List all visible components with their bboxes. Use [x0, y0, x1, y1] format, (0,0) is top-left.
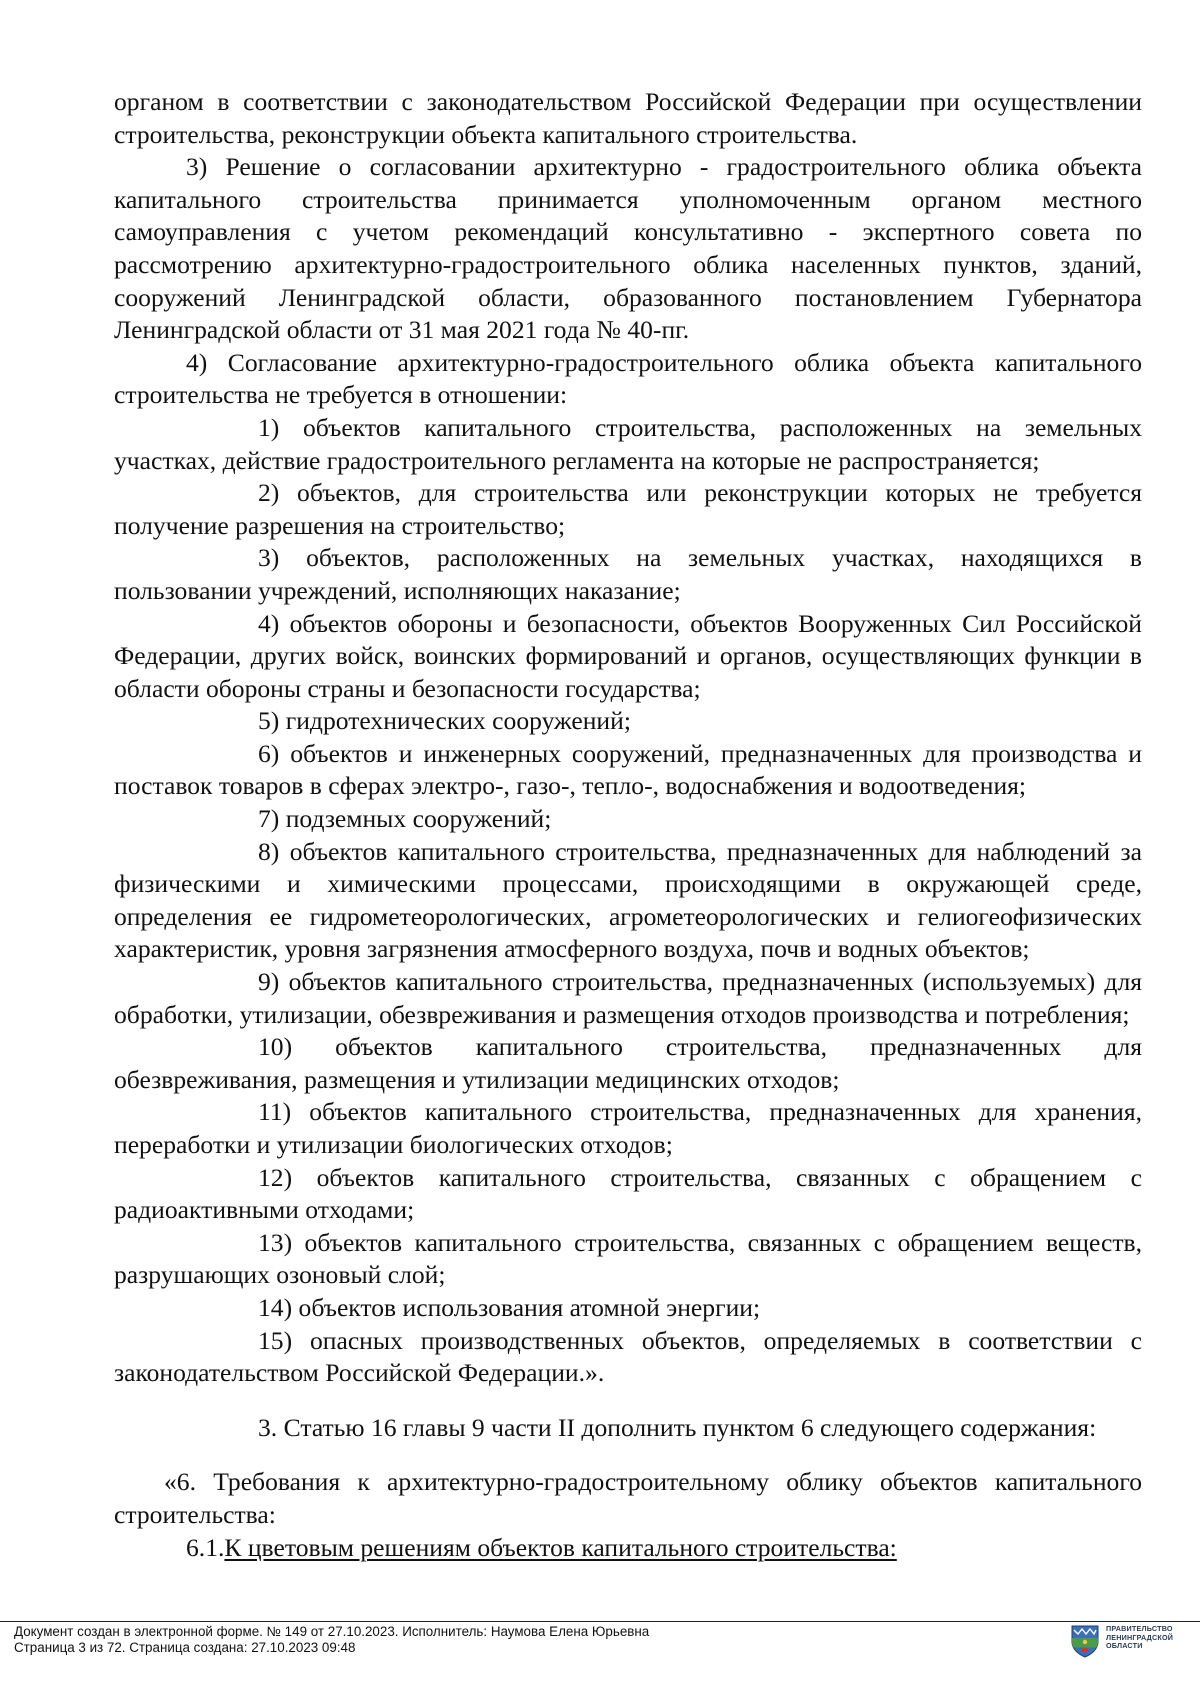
- list-item-text: опасных производственных объектов, определяемых в соответствии с законодательством Российской Федерации.».: [114, 1325, 1143, 1388]
- footer-page-info: Страница 3 из 72. Страница создана: 27.10.2023 09:48: [14, 1640, 356, 1655]
- list-item-number: 1): [258, 412, 280, 442]
- article-amendment: [114, 1412, 1142, 1445]
- quote-number: «6.: [164, 1467, 196, 1497]
- list-item-text: объектов капитального строительства, связанных с обращением с радиоактивными отходами;: [114, 1162, 1142, 1225]
- quote-paragraph: [114, 1466, 1142, 1531]
- list-item-number: 15): [258, 1325, 293, 1355]
- list-item: [114, 966, 1142, 1031]
- list-item-text: объектов капитального строительства, предназначенных для хранения, переработки и утилизации биологических отходов;: [114, 1097, 1142, 1159]
- list-item-text: объектов, расположенных на земельных участках, находящихся в пользовании учреждений, исполняющих наказание;: [114, 543, 1143, 605]
- list-item-number: 8): [258, 836, 280, 866]
- logo-line: ЛЕНИНГРАДСКОЙ: [1106, 1632, 1174, 1642]
- list-item: [114, 1162, 1142, 1227]
- list-item-number: 5): [258, 706, 280, 736]
- list-item: [114, 1292, 1142, 1325]
- subheading-number: 6.1.: [186, 1532, 225, 1562]
- exemptions-list: [114, 412, 1142, 1390]
- list-item-number: 4): [258, 608, 280, 638]
- paragraph-decision: 3) Решение о согласовании архитектурно - градостроительного облика объекта капитального строительства принимается уполномоченным органом местного самоуправления с учетом рекомендаций консультативно - экспертного совета по рассмотрению архитектурно-градостроительного облика населенных пунктов, зданий, сооружений Ленинградской области, образованного постановлением Губернатора Ленинградской области от 31 мая 2021 года № 40-пг.: [114, 152, 1142, 345]
- list-item-text: объектов обороны и безопасности, объектов Вооруженных Сил Российской Федерации, других войск, воинских формирований и органов, осуществляющих функции в области обороны страны и безопасности государства;: [114, 608, 1143, 703]
- list-item: [114, 542, 1142, 607]
- list-item: [114, 608, 1142, 706]
- list-item-number: 9): [258, 967, 280, 997]
- spacer: [114, 1444, 1142, 1466]
- article-text: Статью 16 главы 9 части II дополнить пунктом 6 следующего содержания:: [283, 1412, 1097, 1442]
- list-item-number: 3): [258, 543, 280, 573]
- document-body: [114, 86, 1142, 1564]
- list-item-number: 10): [258, 1032, 293, 1062]
- subheading: [114, 1532, 1142, 1565]
- list-item-number: 13): [258, 1227, 293, 1257]
- footer-divider: [0, 1621, 1200, 1622]
- list-item-number: 11): [258, 1097, 292, 1127]
- list-item-number: 6): [258, 738, 280, 768]
- list-item-text: подземных сооружений;: [285, 804, 552, 834]
- list-item-text: объектов капитального строительства, расположенных на земельных участках, действие градостроительного регламента на которые не распространяется;: [114, 412, 1142, 475]
- logo-line: ОБЛАСТИ: [1106, 1641, 1143, 1651]
- spacer: [114, 1390, 1142, 1412]
- coat-of-arms-icon: [1070, 1624, 1100, 1658]
- list-item-number: 12): [258, 1162, 293, 1192]
- government-logo: [1070, 1624, 1190, 1660]
- list-item: [114, 803, 1142, 836]
- logo-text: [1106, 1625, 1196, 1651]
- list-item: [114, 412, 1142, 477]
- list-item: [114, 477, 1142, 542]
- list-item: [114, 738, 1142, 803]
- list-item-text: объектов капитального строительства, предназначенных для обезвреживания, размещения и утилизации медицинских отходов;: [114, 1032, 1142, 1094]
- subheading-text: К цветовым решениям объектов капитального строительства:: [224, 1532, 897, 1562]
- list-item: [114, 1031, 1142, 1096]
- list-item-text: гидротехнических сооружений;: [285, 706, 631, 736]
- footer-document-info: Документ создан в электронной форме. № 149 от 27.10.2023. Исполнитель: Наумова Елена Юрьевна: [14, 1624, 650, 1639]
- list-item: [114, 1325, 1142, 1390]
- paragraph-continuation: органом в соответствии с законодательством Российской Федерации при осуществлении строительства, реконструкции объекта капитального строительства.: [114, 87, 1142, 149]
- list-item-number: 7): [258, 804, 280, 834]
- list-item-text: объектов капитального строительства, предназначенных (используемых) для обработки, утилизации, обезвреживания и размещения отходов производства и потребления;: [114, 967, 1142, 1029]
- list-item-text: объектов капитального строительства, предназначенных для наблюдений за физическими и химическими процессами, происходящими в окружающей среде, определения ее гидрометеорологических, агрометеорологических и гелиогеофизических характеристик, уровня загрязнения атмосферного воздуха, почв и водных объектов;: [114, 836, 1142, 964]
- list-item-text: объектов, для строительства или реконструкции которых не требуется получение разрешения на строительство;: [114, 478, 1142, 540]
- list-item-number: 14): [258, 1292, 293, 1322]
- list-item-number: 2): [258, 478, 280, 508]
- logo-line: ПРАВИТЕЛЬСТВО: [1106, 1624, 1173, 1633]
- list-item-text: объектов капитального строительства, связанных с обращением веществ, разрушающих озоновый слой;: [114, 1227, 1142, 1290]
- list-item: [114, 1096, 1142, 1161]
- list-item: [114, 705, 1142, 738]
- list-item-text: объектов и инженерных сооружений, предназначенных для производства и поставок товаров в сферах электро-, газо-, тепло-, водоснабжения и водоотведения;: [114, 738, 1142, 801]
- document-footer: [14, 1624, 649, 1656]
- article-number: 3.: [258, 1412, 278, 1442]
- list-item: [114, 836, 1142, 966]
- list-item: [114, 1227, 1142, 1292]
- quote-text: Требования к архитектурно-градостроительному облику объектов капитального строительства:: [114, 1467, 1142, 1529]
- paragraph-exemptions-intro: 4) Согласование архитектурно-градостроительного облика объекта капитального строительства не требуется в отношении:: [114, 347, 1142, 410]
- list-item-text: объектов использования атомной энергии;: [298, 1292, 761, 1322]
